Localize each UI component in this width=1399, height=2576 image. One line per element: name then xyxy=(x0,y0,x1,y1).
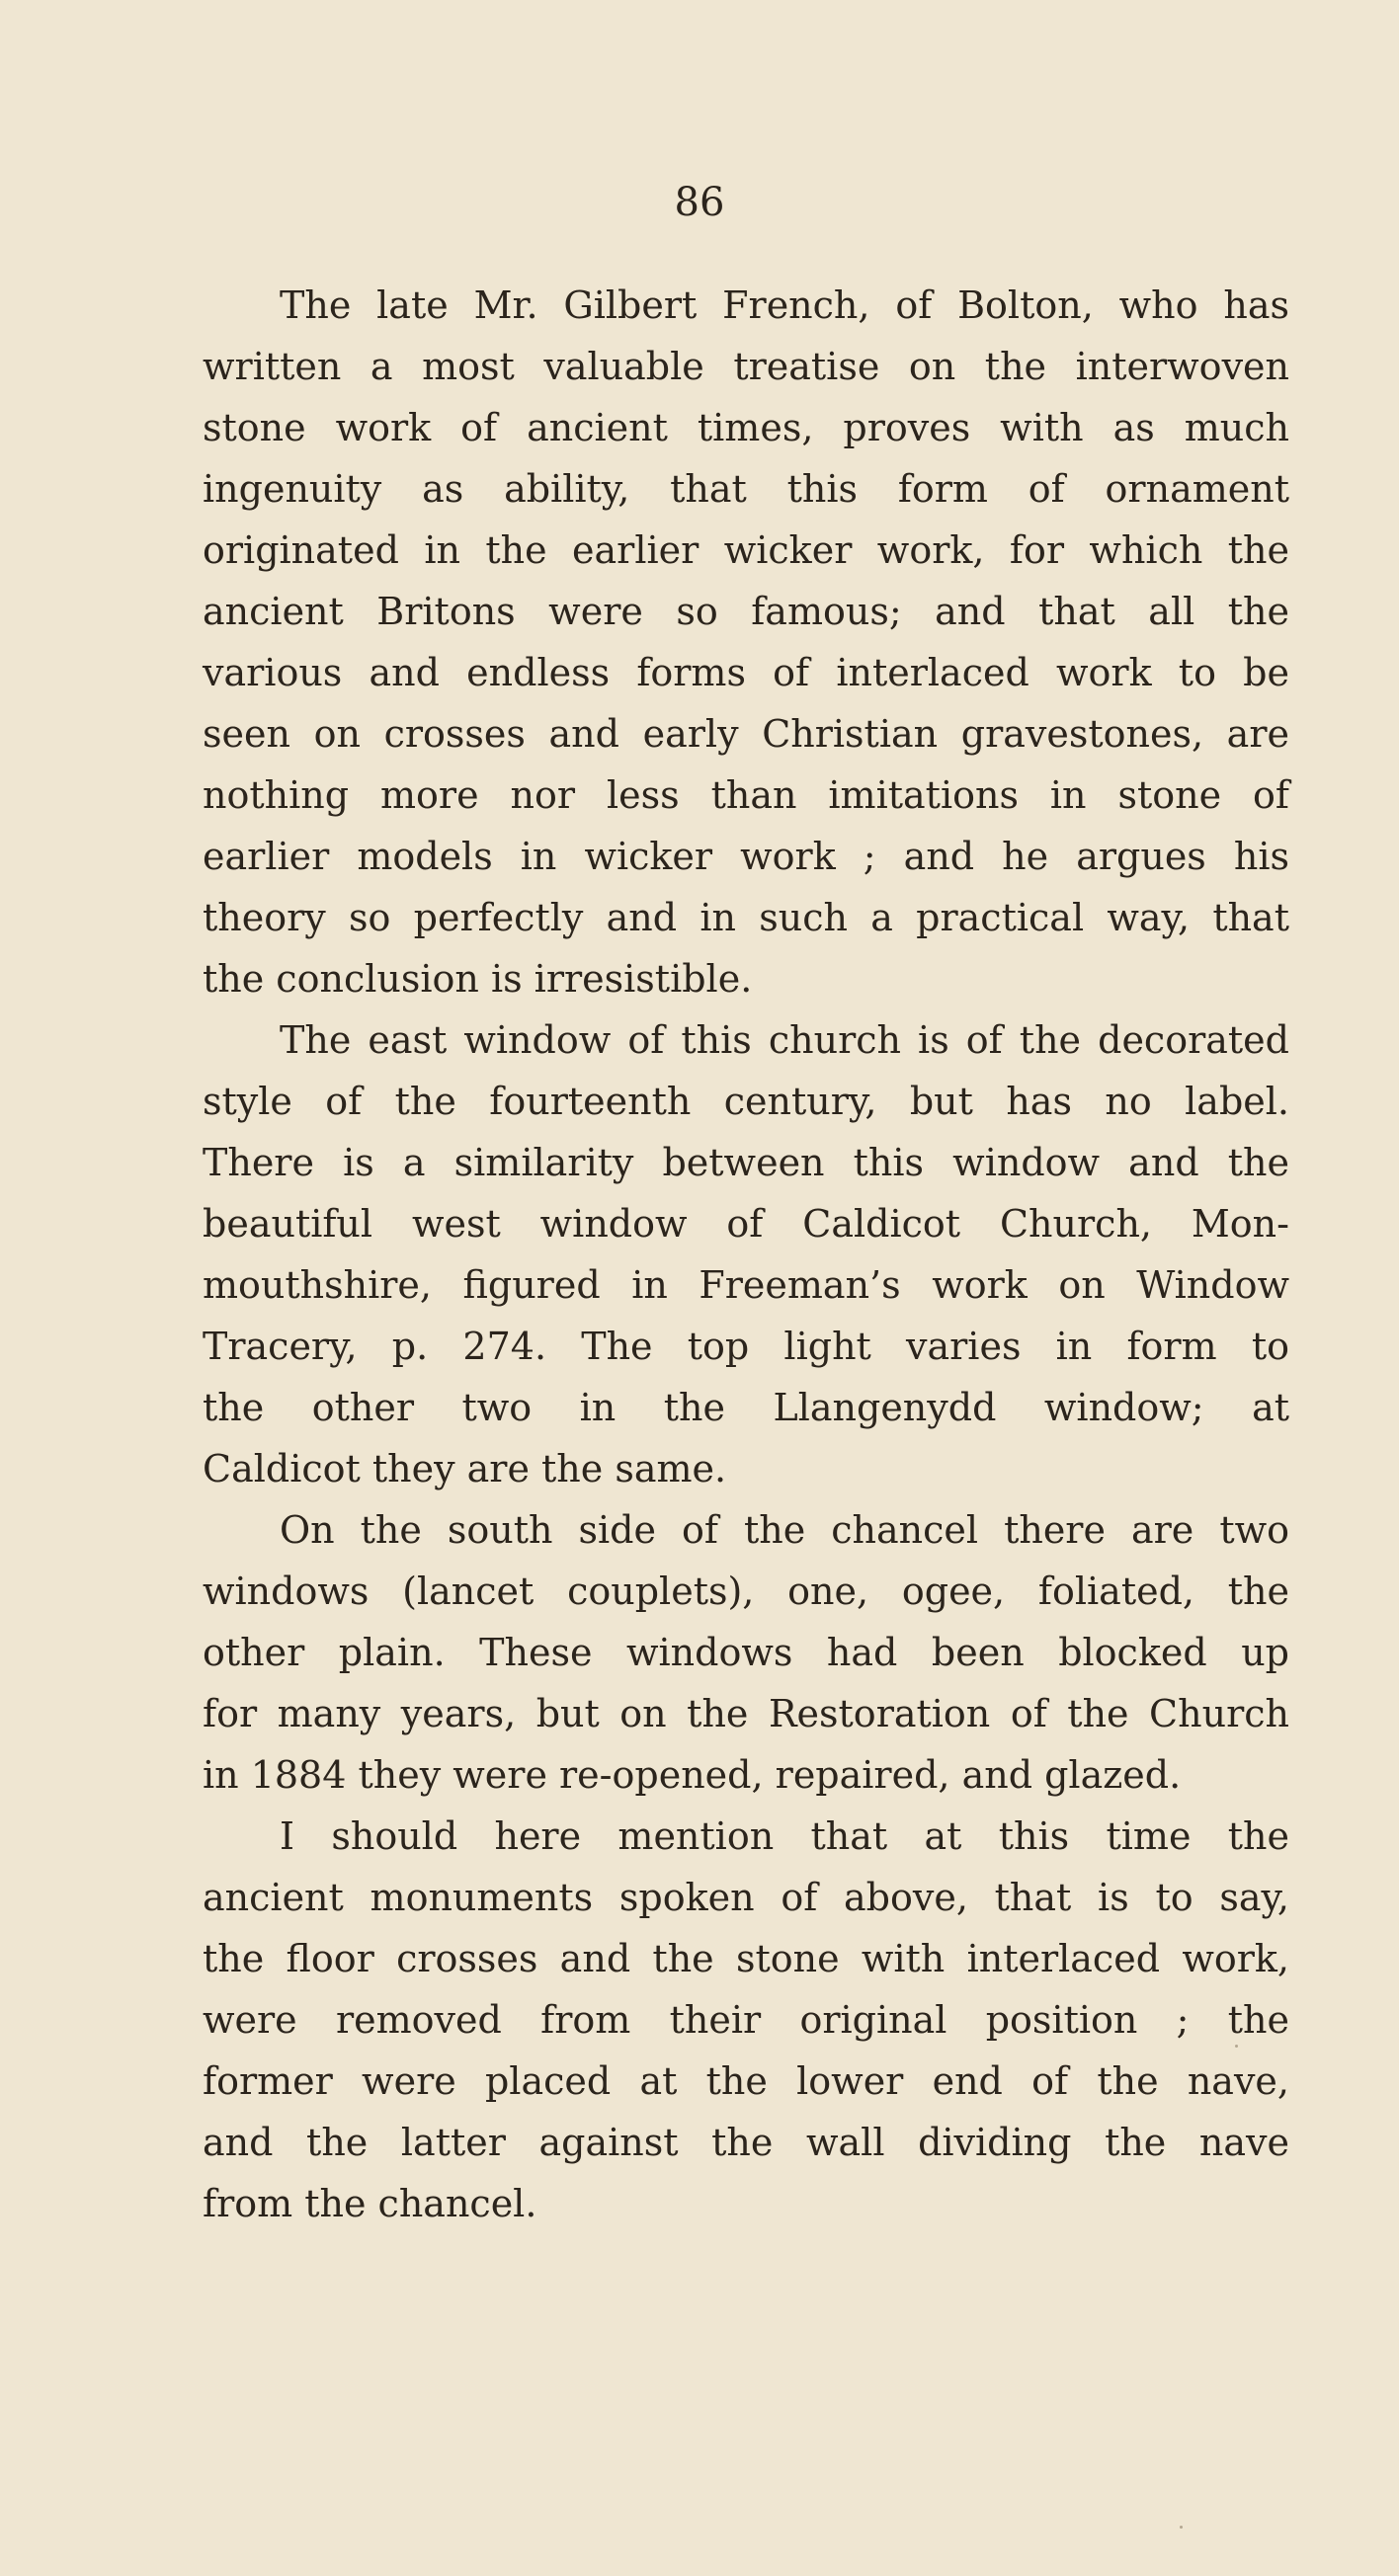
text-line: ingenuity as ability, that this form of ornament xyxy=(203,467,1289,511)
text-line: windows (lancet couplets), one, ogee, foliated, the xyxy=(203,1570,1289,1613)
text-line: The east window of this church is of the decorated xyxy=(280,1018,1289,1062)
text-line: other plain. These windows had been blocked up xyxy=(203,1631,1289,1674)
paragraph-south-side xyxy=(203,1499,1289,1806)
text-line: originated in the earlier wicker work, for which the xyxy=(203,528,1289,572)
text-line: Tracery, p. 274. The top light varies in form to xyxy=(203,1325,1289,1368)
text-line: various and endless forms of interlaced work to be xyxy=(203,651,1289,694)
text-line: written a most valuable treatise on the interwoven xyxy=(203,345,1289,388)
body-text xyxy=(203,275,1289,2234)
text-line: former were placed at the lower end of the nave, xyxy=(203,2059,1289,2103)
paragraph-gilbert-french xyxy=(203,275,1289,1009)
text-line: There is a similarity between this window and the xyxy=(203,1141,1289,1184)
paragraph-east-window xyxy=(203,1009,1289,1499)
paper-speck xyxy=(1180,2526,1183,2529)
text-line: beautiful west window of Caldicot Church, Mon- xyxy=(203,1202,1289,1246)
text-line: ancient Britons were so famous; and that all the xyxy=(203,590,1289,633)
text-line: stone work of ancient times, proves with as much xyxy=(203,406,1289,449)
text-line: The late Mr. Gilbert French, of Bolton, who has xyxy=(280,283,1289,327)
text-line: the other two in the Llangenydd window; at xyxy=(203,1386,1289,1429)
text-line: mouthshire, figured in Freeman’s work on Window xyxy=(203,1263,1289,1307)
text-line: On the south side of the chancel there are two xyxy=(280,1508,1289,1552)
text-line: ancient monuments spoken of above, that is to say, xyxy=(203,1876,1289,1919)
text-line: I should here mention that at this time the xyxy=(280,1814,1289,1858)
text-line: Caldicot they are the same. xyxy=(203,1447,727,1490)
text-line: were removed from their original position ; the xyxy=(203,1998,1289,2042)
text-line: in 1884 they were re-opened, repaired, and glazed. xyxy=(203,1753,1182,1797)
text-line: style of the fourteenth century, but has no label. xyxy=(203,1080,1289,1123)
page-number: 86 xyxy=(674,180,725,225)
text-line: the conclusion is irresistible. xyxy=(203,957,753,1001)
text-line: and the latter against the wall dividing the nave xyxy=(203,2121,1289,2164)
text-line: from the chancel. xyxy=(203,2182,537,2225)
paper-speck xyxy=(1235,2045,1238,2048)
text-line: for many years, but on the Restoration of the Church xyxy=(203,1692,1289,1735)
paragraph-monuments xyxy=(203,1806,1289,2234)
text-line: theory so perfectly and in such a practical way, that xyxy=(203,896,1289,939)
text-line: the floor crosses and the stone with interlaced work, xyxy=(203,1937,1289,1980)
text-line: nothing more nor less than imitations in stone of xyxy=(203,773,1289,817)
text-line: earlier models in wicker work ; and he argues his xyxy=(203,835,1289,878)
text-line: seen on crosses and early Christian gravestones, are xyxy=(203,712,1289,756)
